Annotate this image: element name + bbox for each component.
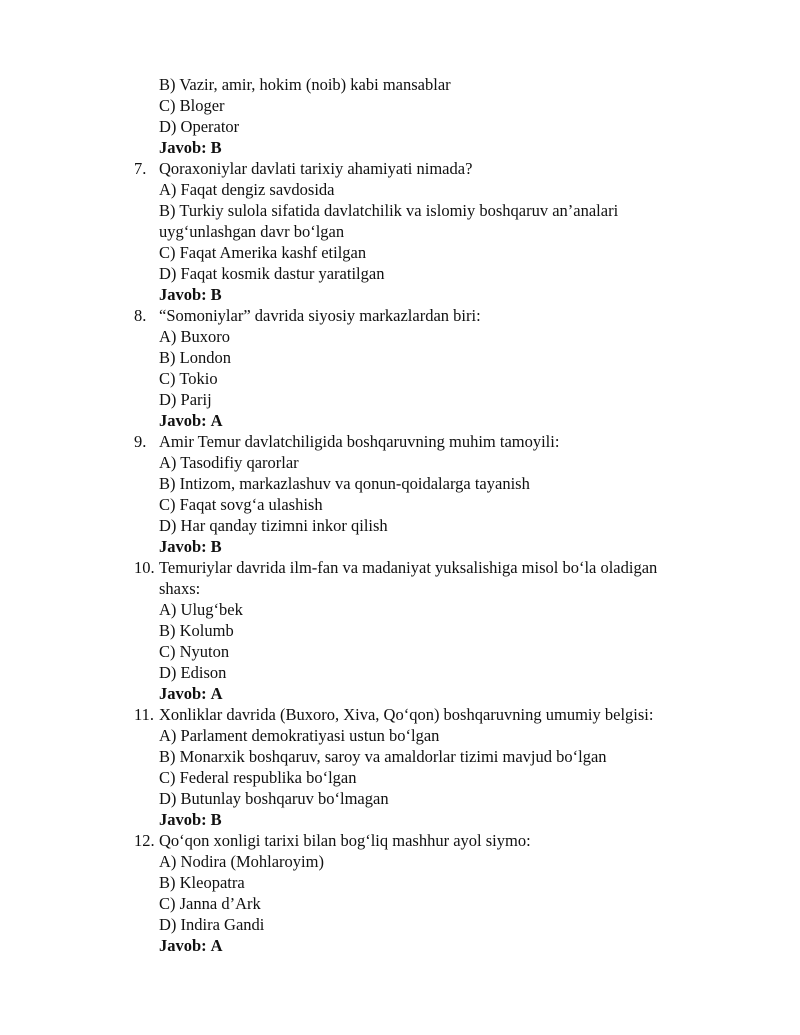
option-line: D) Har qanday tizimni inkor qilish [159,516,388,535]
answer-label: Javob: [159,411,207,430]
option-line: C) Faqat Amerika kashf etilgan [159,243,367,262]
option-line: C) Janna d’Ark [159,894,261,913]
answer-line [0,137,800,158]
answer-value: A [210,684,223,703]
question-7 [0,158,800,305]
question-text: Qoraxoniylar davlati tarixiy ahamiyati nimada? [159,159,473,178]
option-line: A) Tasodifiy qarorlar [159,453,299,472]
question-line [0,557,800,578]
question-number: 7. [134,159,147,178]
answer-label: Javob: [159,684,207,703]
option-line: B) Turkiy sulola sifatida davlatchilik va islomiy boshqaruv an’analari [159,201,619,220]
answer-label: Javob: [159,810,207,829]
option-line: D) Faqat kosmik dastur yaratilgan [159,264,385,283]
answer-line [0,536,800,557]
option-line: C) Nyuton [159,642,230,661]
answer-line [0,935,800,956]
question-11 [0,704,800,830]
question-10 [0,557,800,704]
question-line [0,830,800,851]
question-line [0,704,800,725]
question-number: 8. [134,306,147,325]
answer-value: A [210,936,223,955]
answer-label: Javob: [159,936,207,955]
question-line [0,431,800,452]
option-line: B) Kleopatra [159,873,245,892]
option-line: D) Edison [159,663,227,682]
option-line: B) Monarxik boshqaruv, saroy va amaldorlar tizimi mavjud bo‘lgan [159,747,607,766]
question-text: Xonliklar davrida (Buxoro, Xiva, Qo‘qon) boshqaruvning umumiy belgisi: [159,705,654,724]
option-line: B) Kolumb [159,621,234,640]
question-text: Temuriylar davrida ilm-fan va madaniyat yuksalishiga misol bo‘la oladigan [159,558,658,577]
option-line: A) Faqat dengiz savdosida [159,180,335,199]
answer-value: B [210,810,222,829]
option-line: D) Parij [159,390,212,409]
answer-line [0,683,800,704]
answer-value: B [210,285,222,304]
option-line: D) Operator [159,117,240,136]
question-number: 12. [134,831,155,850]
question-number: 10. [134,558,155,577]
question-8 [0,305,800,431]
answer-line [0,809,800,830]
answer-value: B [210,138,222,157]
question-text: Qo‘qon xonligi tarixi bilan bog‘liq mashhur ayol siymo: [159,831,531,850]
question-text: Amir Temur davlatchiligida boshqaruvning muhim tamoyili: [159,432,560,451]
option-line: B) London [159,348,231,367]
option-line: B) Vazir, amir, hokim (noib) kabi mansablar [159,75,451,94]
option-line: A) Ulug‘bek [159,600,243,619]
answer-label: Javob: [159,138,207,157]
answer-line [0,410,800,431]
question-number: 9. [134,432,147,451]
answer-label: Javob: [159,285,207,304]
question-number: 11. [134,705,155,724]
option-line: uyg‘unlashgan davr bo‘lgan [159,222,345,241]
question-9 [0,431,800,557]
question-6-continued [0,74,800,158]
option-line: D) Indira Gandi [159,915,265,934]
option-line: C) Federal respublika bo‘lgan [159,768,357,787]
option-line: A) Buxoro [159,327,231,346]
option-line: C) Faqat sovg‘a ulashish [159,495,323,514]
question-line [0,305,800,326]
quiz-content [0,74,800,956]
question-text-continued: shaxs: [159,579,201,598]
question-line [0,158,800,179]
question-text: “Somoniylar” davrida siyosiy markazlardan biri: [159,306,481,325]
answer-label: Javob: [159,537,207,556]
option-line: A) Parlament demokratiyasi ustun bo‘lgan [159,726,440,745]
option-line: A) Nodira (Mohlaroyim) [159,852,324,871]
answer-value: A [210,411,223,430]
answer-value: B [210,537,222,556]
option-line: B) Intizom, markazlashuv va qonun-qoidalarga tayanish [159,474,530,493]
answer-line [0,284,800,305]
option-line: C) Tokio [159,369,218,388]
option-line: C) Bloger [159,96,225,115]
option-line: D) Butunlay boshqaruv bo‘lmagan [159,789,389,808]
question-12 [0,830,800,956]
